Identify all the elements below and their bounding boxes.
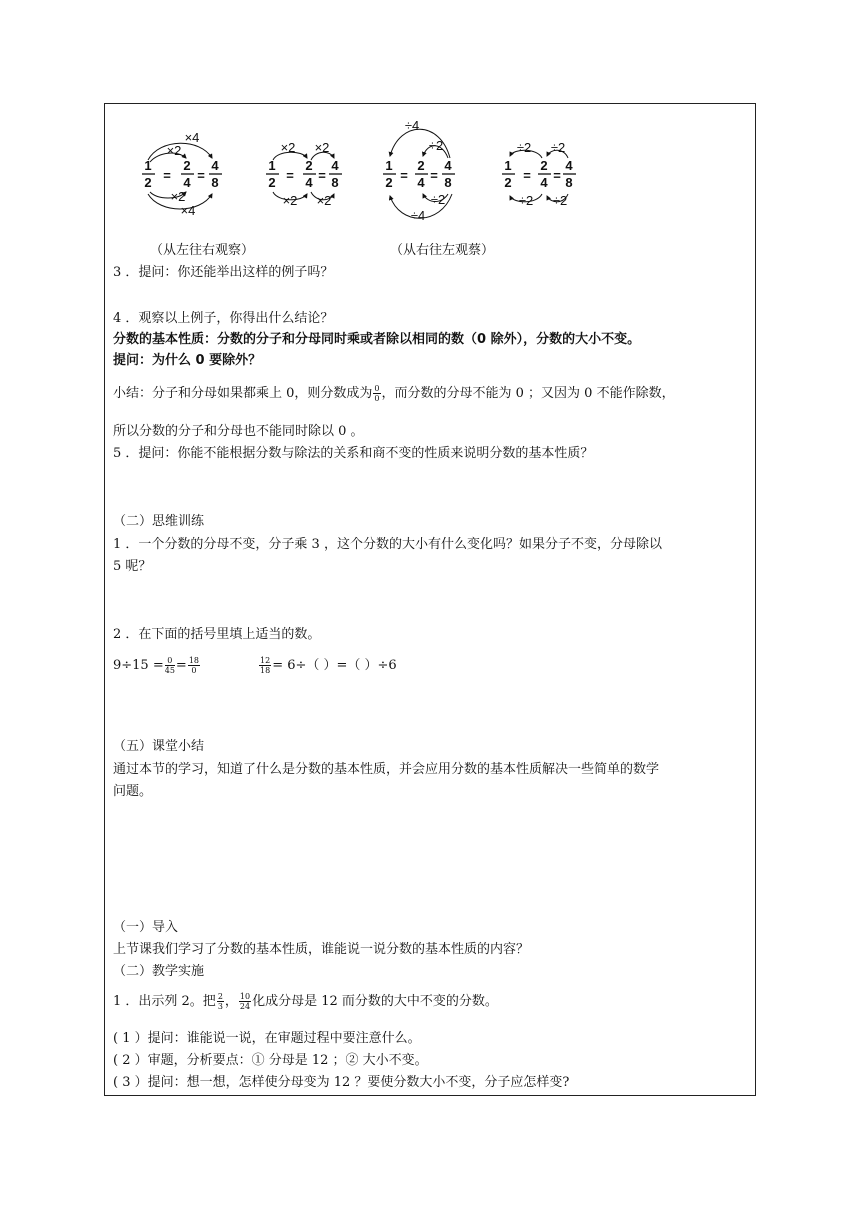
question-5: 5 ．提问：你能不能根据分数与除法的关系和商不变的性质来说明分数的基本性质？ bbox=[113, 446, 594, 461]
svg-text:=: = bbox=[163, 168, 171, 183]
svg-text:=: = bbox=[553, 168, 561, 183]
step-1: ( 1 ）提问：谁能说一说，在审题过程中要注意什么。 bbox=[113, 1031, 421, 1046]
svg-text:2: 2 bbox=[417, 158, 425, 173]
svg-text:4: 4 bbox=[305, 175, 313, 190]
top-inner-label: ×2 bbox=[166, 143, 182, 158]
frac-num: 1 bbox=[144, 158, 152, 173]
svg-text:=: = bbox=[318, 168, 326, 183]
section-implementation: （二）教学实施 bbox=[113, 964, 205, 979]
fraction-zero-over-zero: $\frac{0}{0}$ bbox=[374, 384, 380, 403]
svg-text:8: 8 bbox=[565, 175, 573, 190]
frac-den: 2 bbox=[144, 175, 152, 190]
svg-text:÷2: ÷2 bbox=[516, 140, 532, 155]
svg-text:÷2: ÷2 bbox=[430, 192, 446, 207]
svg-text:×2: ×2 bbox=[282, 193, 298, 208]
svg-text:2: 2 bbox=[540, 158, 548, 173]
diagram-divide-sequential bbox=[502, 140, 576, 208]
diagram-multiply-sequential bbox=[266, 140, 342, 208]
training-1-line-2: 5 呢？ bbox=[113, 559, 152, 574]
class-summary-line-2: 问题。 bbox=[113, 784, 153, 799]
svg-text:8: 8 bbox=[444, 175, 452, 190]
svg-text:=: = bbox=[523, 168, 531, 183]
example-2: 1 ．出示列 2。把 $\frac{2}{3}$ ， $\frac{10}{24}$ 化成分母是 12 而分数的大中不变的分数。 bbox=[113, 992, 498, 1011]
caption-right: （从右往左观蔡） bbox=[390, 243, 495, 258]
svg-text:×2: ×2 bbox=[316, 193, 332, 208]
svg-text:4: 4 bbox=[540, 175, 548, 190]
section-class-summary: （五）课堂小结 bbox=[113, 739, 205, 754]
svg-text:2: 2 bbox=[268, 175, 276, 190]
svg-text:2: 2 bbox=[504, 175, 512, 190]
exercise-equation-2: $\frac{12}{18}$ = 6÷（ ）=（ ）÷6 bbox=[260, 656, 397, 675]
svg-text:4: 4 bbox=[444, 158, 452, 173]
section-thinking-training: （二）思维训练 bbox=[113, 514, 205, 529]
svg-text:×2: ×2 bbox=[280, 140, 296, 155]
svg-text:4: 4 bbox=[565, 158, 573, 173]
section-intro: （一）导入 bbox=[113, 920, 179, 935]
svg-text:÷4: ÷4 bbox=[410, 208, 426, 223]
svg-text:4: 4 bbox=[331, 158, 339, 173]
svg-text:÷2: ÷2 bbox=[428, 138, 444, 153]
svg-text:1: 1 bbox=[504, 158, 512, 173]
frac-num: 2 bbox=[183, 158, 191, 173]
step-3: ( 3 ）提问：想一想，怎样使分母变为 12 ？要使分数大小不变，分子应怎样变? bbox=[113, 1075, 570, 1090]
svg-text:÷2: ÷2 bbox=[552, 193, 568, 208]
svg-text:1: 1 bbox=[268, 158, 276, 173]
training-2: 2 ．在下面的括号里填上适当的数。 bbox=[113, 627, 321, 642]
frac-den: 4 bbox=[183, 175, 191, 190]
caption-left: （从左往右观察） bbox=[150, 243, 255, 258]
svg-text:=: = bbox=[400, 168, 408, 183]
svg-text:2: 2 bbox=[385, 175, 393, 190]
svg-text:=: = bbox=[286, 168, 294, 183]
training-1-line-1: 1 ．一个分数的分母不变，分子乘 3 ，这个分数的大小有什么变化吗？如果分子不变，分母除以 bbox=[113, 537, 662, 552]
question-3: 3 ．提问：你还能举出这样的例子吗？ bbox=[113, 265, 334, 280]
frac-den: 8 bbox=[211, 175, 219, 190]
svg-text:÷2: ÷2 bbox=[550, 140, 566, 155]
svg-text:1: 1 bbox=[385, 158, 393, 173]
class-summary-line-1: 通过本节的学习，知道了什么是分数的基本性质，并会应用分数的基本性质解决一些简单的数学 bbox=[113, 762, 660, 777]
svg-text:2: 2 bbox=[305, 158, 313, 173]
step-2: ( 2 ）审题，分析要点：① 分母是 12 ；② 大小不变。 bbox=[113, 1053, 428, 1068]
svg-text:×2: ×2 bbox=[314, 140, 330, 155]
bottom-inner-label: ×2 bbox=[170, 189, 186, 204]
svg-text:8: 8 bbox=[331, 175, 339, 190]
summary-line-1: 小结：分子和分母如果都乘上 0，则分数成为 $\frac{0}{0}$ ，而分数的分母不能为 0 ；又因为 0 不能作除数， bbox=[113, 384, 675, 403]
frac-num: 4 bbox=[211, 158, 219, 173]
svg-text:÷2: ÷2 bbox=[518, 193, 534, 208]
diagram-divide-nested bbox=[383, 118, 455, 223]
summary-line-2: 所以分数的分子和分母也不能同时除以 0 。 bbox=[113, 424, 364, 439]
fraction-diagrams bbox=[0, 0, 860, 240]
exercise-equation-1: 9÷15 = $\frac{0}{45}$ = $\frac{18}{0}$ bbox=[113, 656, 200, 675]
svg-text:4: 4 bbox=[417, 175, 425, 190]
intro-text: 上节课我们学习了分数的基本性质，谁能说一说分数的基本性质的内容？ bbox=[113, 942, 530, 957]
top-outer-label: ×4 bbox=[184, 130, 200, 145]
bottom-outer-label: ×4 bbox=[180, 203, 196, 218]
svg-text:=: = bbox=[197, 168, 205, 183]
ask-why-zero: 提问：为什么 0 要除外？ bbox=[113, 353, 262, 368]
property-statement: 分数的基本性质：分数的分子和分母同时乘或者除以相同的数（0 除外），分数的大小不变。 bbox=[113, 332, 641, 347]
svg-text:÷4: ÷4 bbox=[404, 118, 420, 133]
question-4: 4 ．观察以上例子，你得出什么结论？ bbox=[113, 311, 334, 326]
diagram-multiply-nested bbox=[142, 130, 222, 218]
svg-text:=: = bbox=[430, 168, 438, 183]
